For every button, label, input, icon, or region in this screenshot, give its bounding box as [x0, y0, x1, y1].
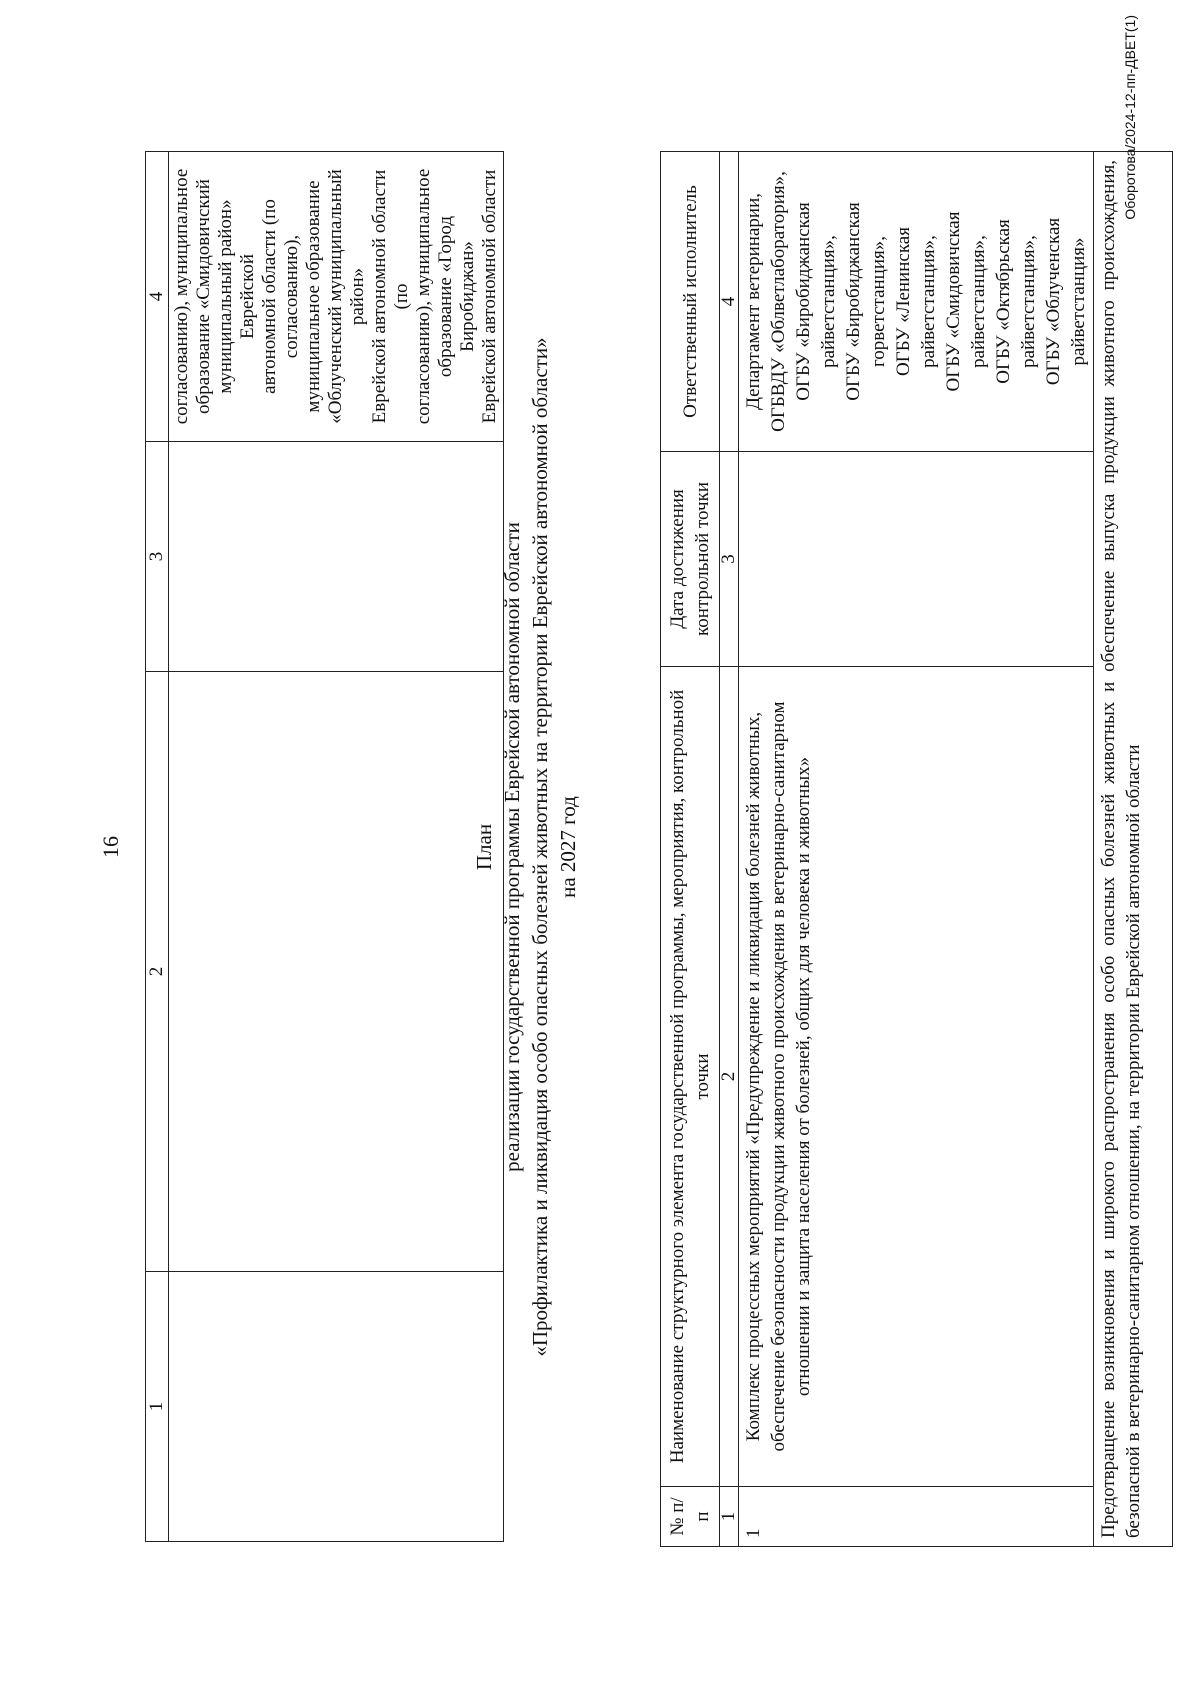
executor-line: автономной области (по согласованию), — [259, 199, 302, 394]
column-number-row — [146, 152, 169, 1542]
executor-line: муниципальное образование — [303, 180, 324, 413]
column-number: 2 — [720, 667, 739, 1487]
plan-title — [470, 197, 582, 1497]
executor-line: ОГБУ «Ленинская райветстанция», — [893, 227, 939, 376]
header-number: № п/п — [661, 1487, 720, 1547]
cell-executors — [169, 152, 504, 442]
cell-col1 — [169, 1272, 504, 1542]
cell-col3 — [169, 442, 504, 672]
executor-line: ОГБУ «Октябрьская райветстанция», — [993, 219, 1039, 384]
executor-line: «Облученский муниципальный район» — [325, 169, 368, 424]
column-number: 1 — [720, 1487, 739, 1547]
row-executors — [739, 152, 1094, 452]
footer-code: Оборотова/2024-12-пп-ДВЕТ(1) — [1122, 15, 1138, 220]
executor-line: образование «Город Биробиджан» — [435, 215, 478, 378]
page-number: 16 — [98, 836, 123, 858]
executor-line: ОГБУ «Облученская райветстанция» — [1043, 217, 1089, 386]
column-number: 3 — [146, 442, 169, 672]
executor-line: Еврейской автономной области (по — [369, 169, 412, 424]
executor-line: райветстанция», — [818, 235, 839, 368]
executor-line: ОГБУ «Биробиджанская горветстанция», — [843, 202, 889, 401]
row-description: Комплекс процессных мероприятий «Предупреждение и ликвидация болезней животных, обеспечение безопасности продукции животного происхождения в ветеринарно-санитарном отношении и защита населения от болезней, общих для человека и животных» — [739, 667, 1094, 1487]
header-executor: Ответственный исполнитель — [661, 152, 720, 452]
executor-line: образование «Смидовичский — [193, 179, 214, 414]
row-number: 1 — [739, 1487, 1094, 1547]
table-row — [739, 152, 1094, 1547]
column-number: 3 — [720, 452, 739, 667]
column-number: 4 — [720, 152, 739, 452]
column-number: 1 — [146, 1272, 169, 1542]
executor-line: ОГБУ «Смидовичская райветстанция», — [943, 211, 989, 392]
header-row — [661, 152, 720, 1547]
executor-line: Департамент ветеринарии, — [743, 193, 764, 411]
executor-line: муниципальный район» Еврейской — [215, 199, 258, 394]
executor-line: Еврейской автономной области — [479, 169, 500, 424]
executor-line: ОГБУ «Биробиджанская — [793, 202, 814, 401]
header-name: Наименование структурного элемента государственной программы, мероприятия, контрольной точки — [661, 667, 720, 1487]
plan-year: на 2027 год — [556, 796, 580, 898]
cell-col2 — [169, 672, 504, 1272]
table-row — [169, 152, 504, 1542]
continuation-table — [145, 151, 504, 1542]
executor-line: ОГБВДУ «Облветлаборатория», — [768, 171, 789, 432]
plan-subtitle: реализации государственной программы Еврейской автономной области — [500, 522, 524, 1172]
row-date — [739, 452, 1094, 667]
plan-table — [660, 151, 1173, 1547]
program-name: «Профилактика и ликвидация особо опасных болезней животных на территории Еврейской автономной области» — [528, 337, 552, 1357]
task-text: Предотвращение возникновения и широкого распространения особо опасных болезней животных и обеспечение выпуска продукции животного происхождения, безопасной в ветеринарно-санитарном отношении, на территории Еврейской автономной области — [1094, 152, 1173, 1547]
executor-line: согласованию), муниципальное — [413, 168, 434, 425]
plan-heading: План — [472, 823, 496, 871]
column-number: 4 — [146, 152, 169, 442]
executor-line: согласованию), муниципальное — [171, 168, 192, 425]
column-number: 2 — [146, 672, 169, 1272]
column-number-row — [720, 152, 739, 1547]
header-date: Дата достижения контрольной точки — [661, 452, 720, 667]
